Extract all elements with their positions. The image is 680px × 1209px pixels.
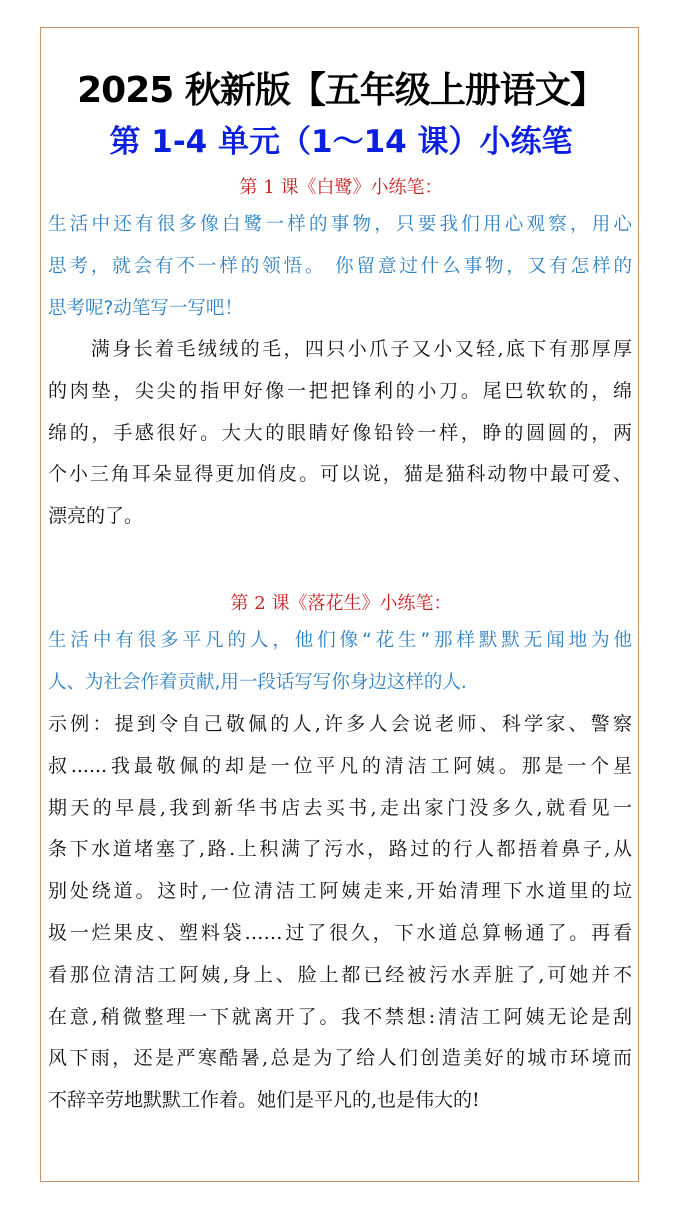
page-title: 2025 秋新版【五年级上册语文】 <box>77 70 605 111</box>
page-subtitle: 第 1-4 单元（1～14 课）小练笔 <box>109 124 573 160</box>
text-line: 看那位清洁工阿姨,身上、脸上都已经被污水弄脏了,可她并不 <box>48 963 632 986</box>
lesson-1-text <box>48 329 632 538</box>
text-line: 在意,稍微整理一下就离开了。我不禁想:清洁工阿姨无论是刮 <box>48 1005 632 1028</box>
prompt-line: 思考，就会有不一样的领悟。 你留意过什么事物，又有怎样的 <box>48 255 632 277</box>
text-line: 条下水道堵塞了,路.上积满了污水，路过的行人都捂着鼻子,从 <box>48 838 632 861</box>
prompt-line: 人、为社会作着贡献,用一段话写写你身边这样的人. <box>48 671 467 693</box>
prompt-line: 思考呢?动笔写一写吧！ <box>48 297 243 319</box>
text-line: 个小三角耳朵显得更加俏皮。可以说，猫是猫科动物中最可爱、 <box>48 463 632 486</box>
prompt-line: 生活中有很多平凡的人，他们像“花生”那样默默无闻地为他 <box>48 630 632 651</box>
lesson-2-heading: 第 2 课《落花生》小练笔： <box>230 593 452 614</box>
text-line: 绵的，手感很好。大大的眼睛好像铅铃一样，睁的圆圆的，两 <box>48 421 632 444</box>
text-line: 不辞辛劳地默默工作着。她们是平凡的,也是伟大的! <box>48 1089 480 1112</box>
text-line: 圾一烂果皮、塑料袋……过了很久，下水道总算畅通了。再看 <box>48 921 632 944</box>
lesson-1-heading: 第 1 课《白鹭》小练笔： <box>239 177 443 198</box>
prompt-line: 生活中还有很多像白鹭一样的事物，只要我们用心观察，用心 <box>48 214 632 235</box>
text-line: 漂亮的了。 <box>48 505 144 528</box>
text-line: 满身长着毛绒绒的毛，四只小爪子又小又轻,底下有那厚厚 <box>48 338 632 360</box>
lesson-2-prompt <box>48 620 632 704</box>
text-line: 风下雨，还是严寒酷暑,总是为了给人们创造美好的城市环境而 <box>48 1047 632 1070</box>
text-line: 的肉垫，尖尖的指甲好像一把把锋利的小刀。尾巴软软的，绵 <box>48 379 632 402</box>
text-line: 别处绕道。这时,一位清洁工阿姨走来,开始清理下水道里的垃 <box>48 880 632 903</box>
text-line: 期天的早晨,我到新华书店去买书,走出家门没多久,就看见一 <box>48 796 632 819</box>
text-line: 示例：提到令自己敬佩的人,许多人会说老师、科学家、警察 <box>48 713 632 735</box>
lesson-2-text <box>48 704 632 1122</box>
lesson-1-prompt <box>48 204 632 329</box>
text-line: 叔......我最敬佩的却是一位平凡的清洁工阿姨。那是一个星 <box>48 754 632 777</box>
